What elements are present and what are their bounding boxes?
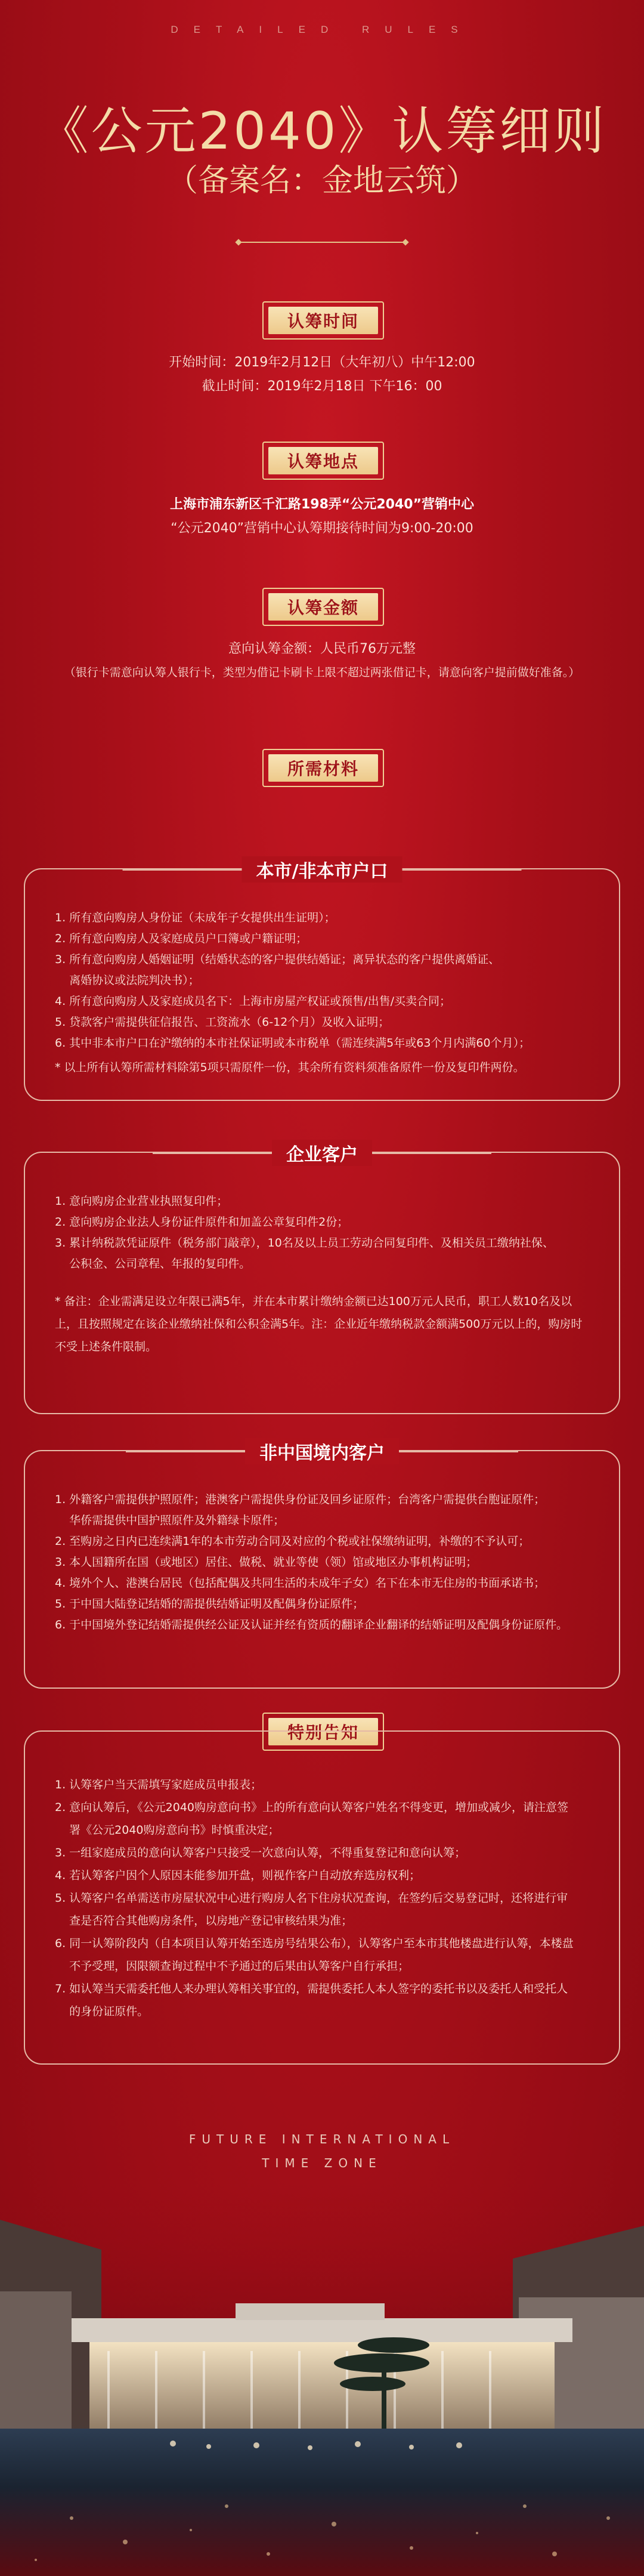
header-eyebrow: DETAILED RULES <box>171 24 473 35</box>
list-item: 3. 本人国籍所在国（或地区）居住、做税、就业等使（领）馆或地区办事机构证明； <box>55 1556 478 1569</box>
list-item: 3. 一组家庭成员的意向认筹客户只接受一次意向认筹，不得重复登记和意向认筹； <box>55 1846 466 1859</box>
box-corporate-title: 企业客户 <box>272 1140 372 1166</box>
box-local-hukou <box>24 861 620 1101</box>
title-divider <box>239 242 405 243</box>
footer-line1: FUTURE INTERNATIONAL <box>188 2132 456 2146</box>
section-time-label: 认筹时间 <box>262 301 384 340</box>
place-hours: “公元2040”营销中心认筹期接待时间为9:00-20:00 <box>171 521 473 536</box>
amount-note: （银行卡需意向认筹人银行卡，类型为借记卡刷卡上限不超过两张借记卡，请意向客户提前做好准备。） <box>64 666 580 679</box>
page-subtitle: （备案名：金地云筑） <box>166 163 477 199</box>
section-amount-label: 认筹金额 <box>262 588 384 626</box>
box-local-note: * 以上所有认筹所需材料除第5项只需原件一份，其余所有资料须准备原件一份及复印件两份。 <box>55 1061 525 1074</box>
list-item: 7. 如认筹当天需委托他人来办理认筹相关事宜的，需提供委托人本人签字的委托书以及委托人和受托人 <box>55 1982 568 1995</box>
time-end: 截止时间：2019年2月18日 下午16：00 <box>202 379 442 394</box>
section-materials-label: 所需材料 <box>262 749 384 787</box>
box-local-title: 本市/非本市户口 <box>242 856 402 883</box>
list-item: 2. 意向购房企业法人身份证件原件和加盖公章复印件2份； <box>55 1215 349 1229</box>
box-corporate <box>24 1144 620 1414</box>
list-item: 4. 若认筹客户因个人原因未能参加开盘，则视作客户自动放弃选房权利； <box>55 1869 421 1882</box>
list-item: 5. 认筹客户名单需送市房屋状况中心进行购房人名下住房状况查询，在签约后交易登记时，还将进行审 <box>55 1892 568 1905</box>
building-scene-illustration <box>0 2184 644 2576</box>
box-corporate-note: * 备注：企业需满足设立年限已满5年，并在本市累计缴纳金额已达100万元人民币，职工人数10名及以上，且按照规定在该企业缴纳社保和公积金满5年。注：企业近年缴纳税款金额满500万元以上的，购房时不受上述条件限制。 <box>55 1295 583 1353</box>
footer-tagline <box>0 2127 644 2175</box>
place-address: 上海市浦东新区千汇路198弄“公元2040”营销中心 <box>169 497 475 512</box>
list-item: 2. 所有意向购房人及家庭成员户口簿或户籍证明； <box>55 932 308 945</box>
list-item: 5. 于中国大陆登记结婚的需提供结婚证明及配偶身份证原件； <box>55 1597 364 1611</box>
box-notice <box>24 1730 620 2065</box>
list-item: 查是否符合其他购房条件，以房地产登记审核结果为准； <box>55 1914 353 1927</box>
list-item: 4. 所有意向购房人及家庭成员名下：上海市房屋产权证或预售/出售/买卖合同； <box>55 995 451 1008</box>
list-item: 4. 境外个人、港澳台居民（包括配偶及共同生活的未成年子女）名下在本市无住房的书面承诺书； <box>55 1577 546 1590</box>
list-item: 2. 至购房之日内已连续满1年的本市劳动合同及对应的个税或社保缴纳证明，补缴的不予认可； <box>55 1535 530 1548</box>
section-notice-label: 特别告知 <box>262 1713 384 1751</box>
list-item: 华侨需提供中国护照原件及外籍绿卡原件； <box>55 1514 285 1527</box>
list-item: 公积金、公司章程、年报的复印件。 <box>55 1257 251 1270</box>
list-item: 6. 同一认筹阶段内（自本项目认筹开始至选房号结果公布），认筹客户至本市其他楼盘进行认筹，本楼盘 <box>55 1937 574 1950</box>
list-item: 1. 外籍客户需提供护照原件；港澳客户需提供身份证及回乡证原件；台湾客户需提供台胞证原件； <box>55 1493 546 1506</box>
list-item: 署《公元2040购房意向书》时慎重决定； <box>55 1824 280 1837</box>
footer-line2: TIME ZONE <box>262 2156 382 2170</box>
list-item: 6. 其中非本市户口在沪缴纳的本市社保证明或本市税单（需连续满5年或63个月内满60个月）； <box>55 1036 531 1050</box>
list-item: 不予受理，因限额查询过程中不予通过的后果由认筹客户自行承担； <box>55 1960 410 1973</box>
list-item: 1. 所有意向购房人身份证（未成年子女提供出生证明）； <box>55 911 336 924</box>
list-item: 1. 认筹客户当天需填写家庭成员申报表； <box>55 1778 262 1791</box>
box-overseas <box>24 1443 620 1689</box>
list-item: 5. 贷款客户需提供征信报告、工资流水（6-12个月）及收入证明； <box>55 1016 390 1029</box>
box-overseas-title: 非中国境内客户 <box>245 1438 399 1464</box>
section-place-label: 认筹地点 <box>262 442 384 480</box>
list-item: 离婚协议或法院判决书）； <box>55 974 200 987</box>
list-item: 6. 于中国境外登记结婚需提供经公证及认证并经有资质的翻译企业翻译的结婚证明及配偶身份证原件。 <box>55 1618 568 1631</box>
list-item: 3. 所有意向购房人婚姻证明（结婚状态的客户提供结婚证；离异状态的客户提供离婚证、 <box>55 953 500 966</box>
page-title: 《公元2040》认筹细则 <box>37 101 607 161</box>
list-item: 的身份证原件。 <box>55 2005 149 2018</box>
list-item: 2. 意向认筹后，《公元2040购房意向书》上的所有意向认筹客户姓名不得变更，增加或减少，请注意签 <box>55 1801 569 1814</box>
amount-value: 意向认筹金额：人民币76万元整 <box>228 641 416 656</box>
list-item: 1. 意向购房企业营业执照复印件； <box>55 1195 228 1208</box>
list-item: 3. 累计纳税款凭证原件（税务部门敲章），10名及以上员工劳动合同复印件、及相关员工缴纳社保、 <box>55 1236 554 1250</box>
time-start: 开始时间：2019年2月12日（大年初八）中午12:00 <box>169 355 475 370</box>
